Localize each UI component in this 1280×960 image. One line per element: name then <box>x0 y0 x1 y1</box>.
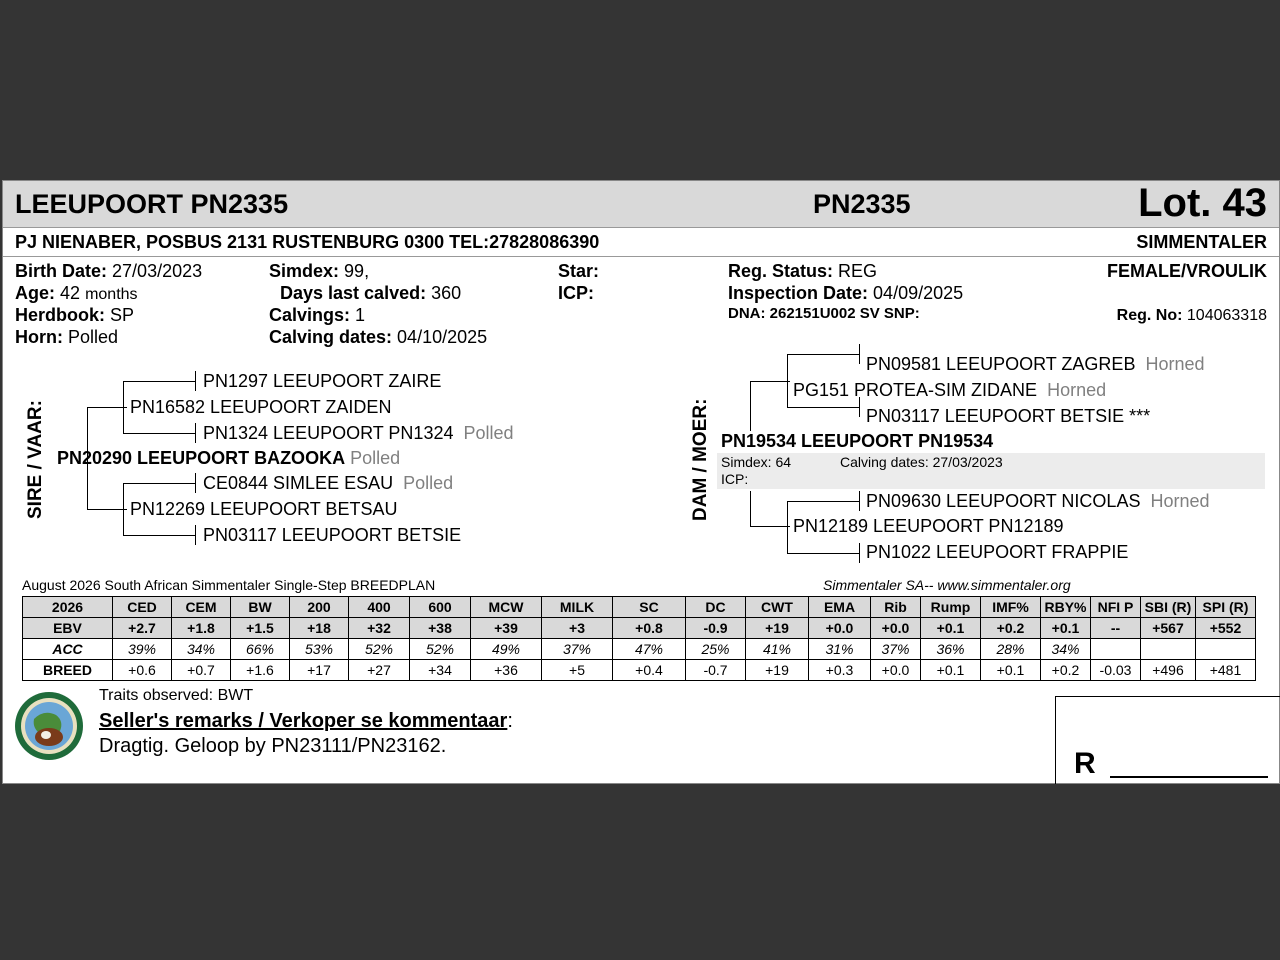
dam-dam-sire: PN09630 LEEUPOORT NICOLAS Horned <box>866 491 1210 511</box>
dd-tick2 <box>859 543 860 563</box>
ebv-col-header: MILK <box>542 597 613 618</box>
reg-no: Reg. No: 104063318 <box>1116 307 1267 324</box>
ss-tick1 <box>195 371 196 391</box>
ebv-col-header: MCW <box>471 597 542 618</box>
dam-sire-sire: PN09581 LEEUPOORT ZAGREB Horned <box>866 354 1205 374</box>
dna-info: DNA: 262151U002 SV SNP: <box>728 305 920 322</box>
ebv-cell: +32 <box>349 618 410 639</box>
dam-name: PN19534 LEEUPOORT PN19534 <box>721 431 994 451</box>
traits-observed: Traits observed: BWT <box>99 687 254 704</box>
ds-bracket-bottom <box>787 407 859 408</box>
ebv-cell: -0.7 <box>686 660 746 681</box>
sire-dam: PN12269 LEEUPOORT BETSAU <box>130 499 398 519</box>
header-band <box>3 181 1279 228</box>
price-box <box>1055 696 1280 784</box>
ebv-col-header: 2026 <box>23 597 113 618</box>
ebv-cell: +0.3 <box>809 660 871 681</box>
ebv-cell: ACC <box>23 639 113 660</box>
ebv-cell: +5 <box>542 660 613 681</box>
calving-dates: Calving dates: 04/10/2025 <box>269 327 488 347</box>
calvings: Calvings: 1 <box>269 305 366 325</box>
price-line <box>1110 776 1268 778</box>
ebv-row-ebv <box>23 618 1256 639</box>
ebv-cell: +481 <box>1196 660 1256 681</box>
ss-bracket-top <box>123 381 195 382</box>
ebv-row-breed <box>23 660 1256 681</box>
ss-bracket <box>123 381 124 433</box>
ebv-cell: 41% <box>746 639 809 660</box>
ebv-cell: +19 <box>746 660 809 681</box>
seller-line: PJ NIENABER, POSBUS 2131 RUSTENBURG 0300 TEL:27828086390 <box>15 232 600 252</box>
ebv-cell: +17 <box>290 660 349 681</box>
sex: FEMALE/VROULIK <box>1107 261 1267 281</box>
ebv-cell: +36 <box>471 660 542 681</box>
ebv-cell: +0.1 <box>981 660 1041 681</box>
dam-calving-dates: Calving dates: 27/03/2023 <box>840 454 1003 470</box>
dd-tick1 <box>859 491 860 511</box>
sire-dam-sire: CE0844 SIMLEE ESAU Polled <box>203 473 454 493</box>
lot-card <box>2 180 1280 784</box>
ebv-cell: +0.2 <box>1041 660 1091 681</box>
ss-bracket-bottom <box>123 433 195 434</box>
dd-bracket <box>787 501 788 553</box>
ebv-cell: +0.0 <box>809 618 871 639</box>
ebv-cell: 49% <box>471 639 542 660</box>
dam-dam: PN12189 LEEUPOORT PN12189 <box>793 516 1064 536</box>
ebv-cell: 36% <box>921 639 981 660</box>
ebv-cell: 47% <box>613 639 686 660</box>
ebv-col-header: CED <box>113 597 172 618</box>
dam-side-label: DAM / MOER: <box>690 398 711 521</box>
animal-id: PN2335 <box>813 189 911 219</box>
ebv-col-header: IMF% <box>981 597 1041 618</box>
ebv-cell: +27 <box>349 660 410 681</box>
dd-bracket-top <box>787 501 859 502</box>
ebv-cell: 66% <box>231 639 290 660</box>
ebv-cell: -- <box>1091 618 1141 639</box>
ebv-cell: 34% <box>1041 639 1091 660</box>
ebv-header-row <box>23 597 1256 618</box>
ebv-cell: +34 <box>410 660 471 681</box>
ebv-cell: +3 <box>542 618 613 639</box>
ebv-col-header: CWT <box>746 597 809 618</box>
ebv-cell: 37% <box>542 639 613 660</box>
ebv-cell: 53% <box>290 639 349 660</box>
breed-label: SIMMENTALER <box>1136 232 1267 252</box>
ebv-col-header: DC <box>686 597 746 618</box>
ss-tick2 <box>195 423 196 443</box>
sd-bracket-bottom <box>123 535 195 536</box>
ebv-cell <box>1196 639 1256 660</box>
ebv-cell: +39 <box>471 618 542 639</box>
ds-bracket-top <box>787 354 859 355</box>
sire-dam-dam: PN03117 LEEUPOORT BETSIE <box>203 525 462 545</box>
days-last-calved: Days last calved: 360 <box>280 283 462 303</box>
ebv-cell: +0.4 <box>613 660 686 681</box>
ebv-col-header: SPI (R) <box>1196 597 1256 618</box>
ebv-col-header: 200 <box>290 597 349 618</box>
ebv-col-header: BW <box>231 597 290 618</box>
ebv-col-header: Rib <box>871 597 921 618</box>
ebv-cell: +0.1 <box>1041 618 1091 639</box>
simdex: Simdex: 99, <box>269 261 370 281</box>
ebv-col-header: 400 <box>349 597 410 618</box>
dam-bracket-lower-h <box>750 526 790 527</box>
dam-simdex: Simdex: 64 <box>721 454 792 470</box>
sire-side-label: SIRE / VAAR: <box>25 400 46 519</box>
ebv-cell: +0.1 <box>921 618 981 639</box>
sire-bracket-bottom <box>87 509 127 510</box>
ebv-col-header: EMA <box>809 597 871 618</box>
ebv-cell: +19 <box>746 618 809 639</box>
reg-status: Reg. Status: REG <box>728 261 878 281</box>
herdbook: Herdbook: SP <box>15 305 135 325</box>
breedplan-title: August 2026 South African Simmentaler Single-Step BREEDPLAN <box>22 577 436 593</box>
birth-date: Birth Date: 27/03/2023 <box>15 261 203 281</box>
price-prefix: R <box>1074 747 1096 780</box>
ebv-cell: +0.2 <box>981 618 1041 639</box>
star-label: Star: <box>558 261 600 281</box>
ebv-cell: +2.7 <box>113 618 172 639</box>
ebv-cell: +1.5 <box>231 618 290 639</box>
ebv-cell: BREED <box>23 660 113 681</box>
ebv-row-acc <box>23 639 1256 660</box>
horn: Horn: Polled <box>15 327 119 347</box>
sire-sire-dam: PN1324 LEEUPOORT PN1324 Polled <box>203 423 514 443</box>
breedplan-website: Simmentaler SA-- www.simmentaler.org <box>823 577 1071 593</box>
inspection-date: Inspection Date: 04/09/2025 <box>728 283 964 303</box>
ebv-cell: -0.03 <box>1091 660 1141 681</box>
ebv-cell: 34% <box>172 639 231 660</box>
ebv-col-header: SBI (R) <box>1141 597 1196 618</box>
ebv-cell: 31% <box>809 639 871 660</box>
ebv-cell: +567 <box>1141 618 1196 639</box>
dam-bracket-upper-h <box>750 381 790 382</box>
seller-band <box>3 228 1279 257</box>
ebv-cell: 28% <box>981 639 1041 660</box>
ebv-cell: +0.1 <box>921 660 981 681</box>
ebv-cell: 39% <box>113 639 172 660</box>
ebv-cell: +1.8 <box>172 618 231 639</box>
sd-tick1 <box>195 473 196 493</box>
ebv-col-header: NFI P <box>1091 597 1141 618</box>
ebv-cell <box>1091 639 1141 660</box>
dam-dam-dam: PN1022 LEEUPOORT FRAPPIE <box>866 542 1129 562</box>
ebv-cell: +0.0 <box>871 618 921 639</box>
ebv-col-header: CEM <box>172 597 231 618</box>
icp-label: ICP: <box>558 283 594 303</box>
sd-bracket-top <box>123 483 195 484</box>
age: Age: 42 months <box>15 283 138 303</box>
ds-bracket <box>787 354 788 407</box>
dam-sire-dam: PN03117 LEEUPOORT BETSIE *** <box>866 406 1151 426</box>
ebv-cell: 52% <box>349 639 410 660</box>
ebv-cell: 37% <box>871 639 921 660</box>
ebv-table <box>22 596 1256 681</box>
remarks-text: Dragtig. Geloop by PN23111/PN23162. <box>99 735 447 757</box>
ebv-cell: +0.8 <box>613 618 686 639</box>
dam-icp: ICP: <box>721 471 749 487</box>
dam-sire: PG151 PROTEA-SIM ZIDANE Horned <box>793 380 1107 400</box>
ebv-cell: +552 <box>1196 618 1256 639</box>
dam-bracket-lower <box>750 491 751 527</box>
ebv-cell: +38 <box>410 618 471 639</box>
ebv-cell <box>1141 639 1196 660</box>
ebv-cell: +18 <box>290 618 349 639</box>
ebv-cell: +0.7 <box>172 660 231 681</box>
sire-name: PN20290 LEEUPOORT BAZOOKA Polled <box>57 448 401 468</box>
animal-name: LEEUPOORT PN2335 <box>15 189 289 219</box>
ebv-cell: +1.6 <box>231 660 290 681</box>
ebv-col-header: SC <box>613 597 686 618</box>
lot-number: Lot. 43 <box>1138 181 1267 225</box>
sire-sire: PN16582 LEEUPOORT ZAIDEN <box>130 397 392 417</box>
simmentaler-logo <box>14 691 84 761</box>
dam-bracket-upper <box>750 381 751 431</box>
dd-bracket-bottom <box>787 553 859 554</box>
ebv-cell: -0.9 <box>686 618 746 639</box>
remarks-heading: Seller's remarks / Verkoper se kommentaar: <box>99 710 513 732</box>
sire-sire-sire: PN1297 LEEUPOORT ZAIRE <box>203 371 442 391</box>
ebv-col-header: 600 <box>410 597 471 618</box>
ebv-col-header: Rump <box>921 597 981 618</box>
ebv-cell: +0.0 <box>871 660 921 681</box>
sd-tick2 <box>195 525 196 545</box>
ebv-col-header: RBY% <box>1041 597 1091 618</box>
sd-bracket <box>123 483 124 535</box>
ebv-cell: 25% <box>686 639 746 660</box>
ebv-cell: +496 <box>1141 660 1196 681</box>
ds-tick1 <box>859 344 860 364</box>
ebv-cell: +0.6 <box>113 660 172 681</box>
ebv-cell: EBV <box>23 618 113 639</box>
sire-bracket-top <box>87 407 127 408</box>
ebv-cell: 52% <box>410 639 471 660</box>
